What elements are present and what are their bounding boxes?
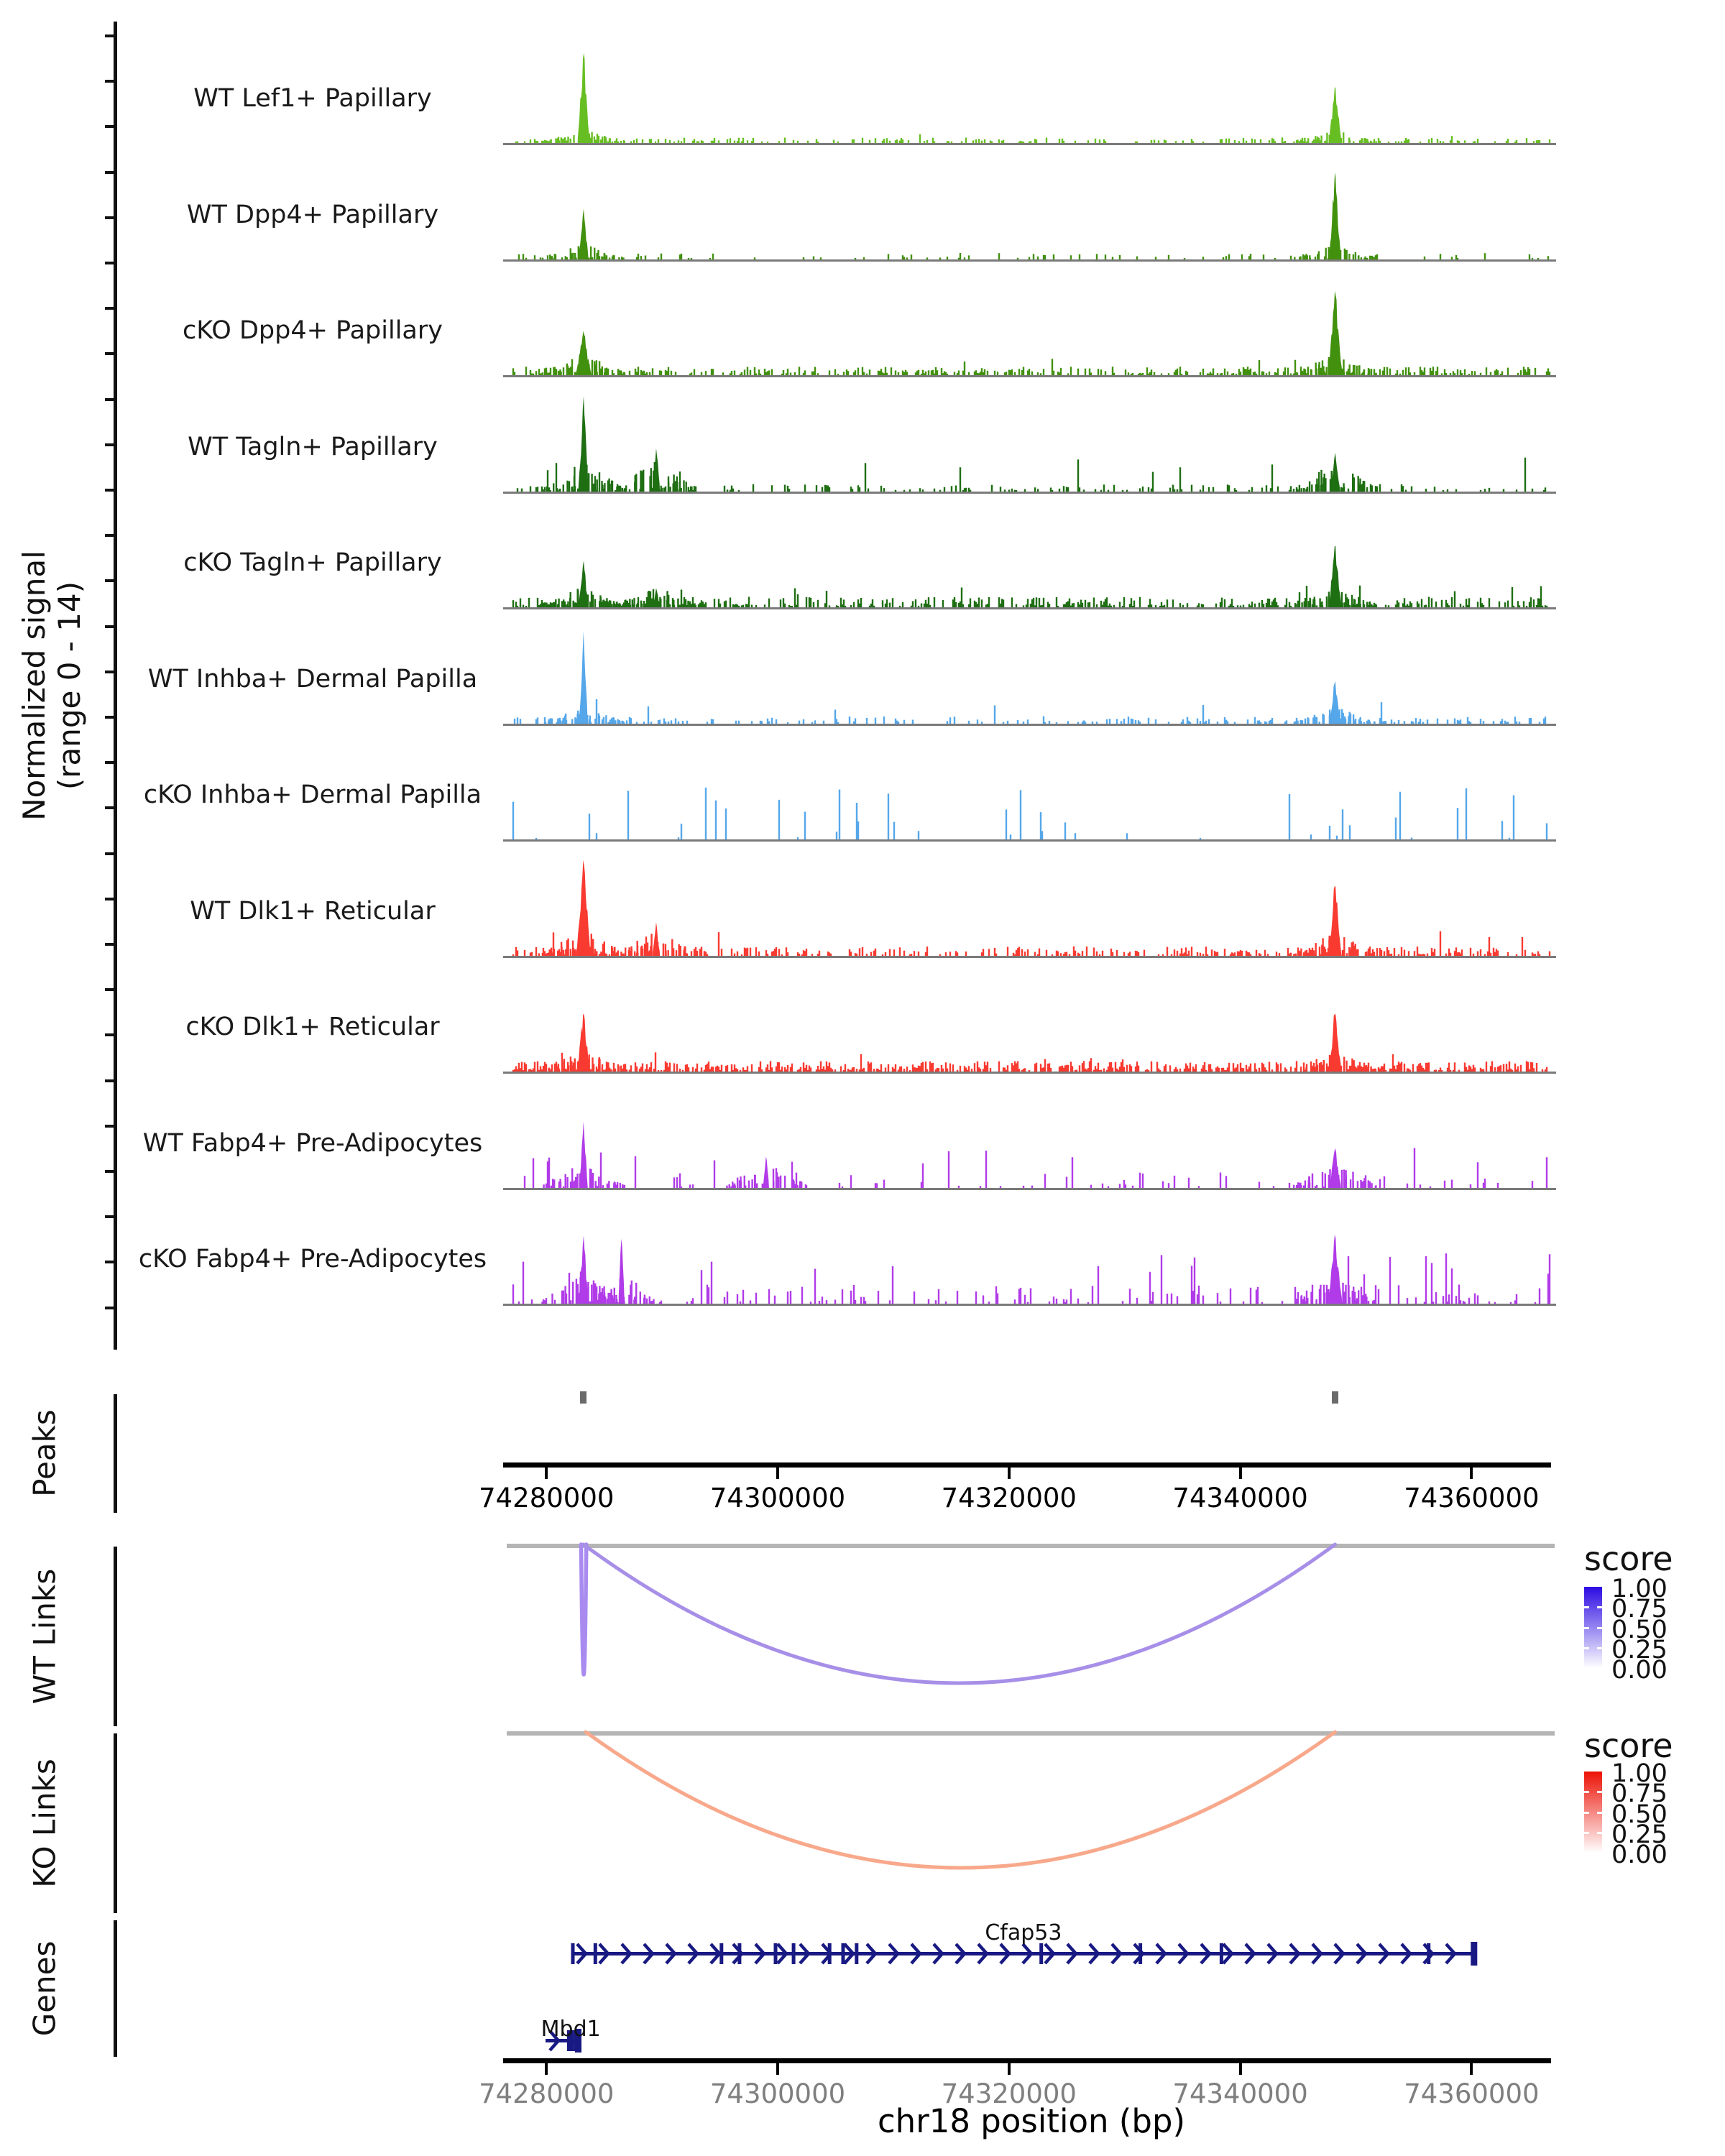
link-arc [581,1544,586,1674]
signal-noise [516,130,1550,143]
signal-track-label: WT Lef1+ Papillary [193,84,432,113]
y-axis-tick [105,1307,114,1309]
y-axis-tick [105,1215,114,1218]
signal-track-label: cKO Fabp4+ Pre-Adipocytes [138,1245,487,1273]
y-axis-title-line2: (range 0 - 14) [52,581,87,791]
score-legend-tick-label: 0.50 [1611,1615,1668,1644]
signal-track-label: WT Dlk1+ Reticular [190,897,436,926]
signal-track-plot [512,733,1552,842]
signal-main-peaks [579,631,1341,724]
score-legend-tickmark [1597,1812,1602,1814]
signal-noise [513,788,1547,839]
score-legend-tickmark [1597,1627,1602,1629]
genomic-axis-tick [776,1468,779,1479]
gene-exon [828,1943,832,1964]
genomic-axis-tick-label: 74340000 [1172,1483,1308,1514]
signal-main-peaks [577,1014,1342,1072]
genomic-axis-tick-label: 74320000 [941,1483,1077,1514]
link-arc [584,1544,1335,1683]
y-axis-tick [105,80,114,83]
score-legend-tick-label: 0.25 [1611,1635,1668,1664]
signal-noise [513,1253,1550,1304]
gene-exon [1427,1943,1430,1964]
gene-exon [792,1943,796,1964]
genomic-axis-tick [545,1468,548,1479]
signal-track-label: WT Dpp4+ Papillary [186,201,439,229]
signal-track-label: cKO Dpp4+ Papillary [183,316,443,345]
genomic-axis-tick-label: 74300000 [709,1483,846,1514]
genomic-axis-tick [1008,2063,1011,2075]
signal-track-baseline [503,143,1556,145]
signal-track-plot [512,617,1552,727]
signal-noise [518,458,1545,492]
signal-track-plot [512,269,1552,378]
score-legend-tickmark [1597,1832,1602,1834]
signal-track-plot [512,37,1552,146]
y-axis-tick [105,34,114,37]
score-legend-tickmark [1597,1606,1602,1608]
signal-noise [513,586,1547,607]
gene-exon [720,1943,724,1964]
y-axis-tick [105,262,114,264]
score-legend-tickmark [1584,1812,1589,1814]
y-axis-tick [105,534,114,537]
genomic-axis-tick [1470,2063,1473,2075]
peaks-track-label: Peaks [27,1409,63,1497]
y-axis-tick [105,943,114,946]
signal-main-peaks [579,172,1341,259]
y-axis-tick [105,489,114,492]
genomic-axis-tick [1239,2063,1242,2075]
signal-noise [513,1052,1547,1072]
genomic-axis-line [503,2058,1551,2063]
y-axis-tick [105,1125,114,1128]
genomic-axis-tick [1239,1468,1242,1479]
wt-links-track-label: WT Links [27,1568,63,1705]
signal-main-peaks [579,1235,1343,1304]
signal-main-peaks [578,53,1342,143]
gene-exon [842,1943,845,1964]
gene-exon [738,1943,742,1964]
genomic-axis-tick-label: 74340000 [1172,2078,1308,2109]
signal-main-peaks [579,396,1340,492]
signal-main-peaks [576,860,1342,956]
gene-exon [1039,1943,1043,1964]
signal-main-peaks [576,291,1343,375]
y-axis-tick [105,761,114,764]
gene-exon [594,1943,597,1964]
y-axis-tick [105,988,114,991]
ko-links-axis-line [114,1733,117,1913]
called-peak-mark [580,1391,586,1404]
y-axis-tick [105,398,114,401]
signal-noise [519,246,1548,259]
genomic-axis-tick-label: 74360000 [1404,2078,1540,2109]
signal-track-plot [512,1082,1552,1191]
genes-axis-line [114,1920,117,2057]
signal-track-baseline [503,724,1556,726]
genomic-axis-tick [545,2063,548,2075]
signal-track-baseline [503,956,1556,958]
signal-track-baseline [503,1072,1556,1074]
gene-exon [1220,1943,1223,1964]
score-legend-tickmark [1584,1627,1589,1629]
signal-track-baseline [503,1304,1556,1306]
y-axis-tick [105,1079,114,1082]
signal-track-baseline [503,839,1556,842]
score-legend-tickmark [1597,1647,1602,1649]
score-legend-tick-label: 0.00 [1611,1841,1668,1869]
gene-exon [1138,1943,1142,1964]
signal-track-plot [512,501,1552,610]
signal-noise [515,699,1545,724]
y-axis-tick [105,125,114,128]
y-axis-tick [105,716,114,719]
ko-links-track-label: KO Links [27,1759,63,1888]
score-legend-tickmark [1584,1647,1589,1649]
score-legend-tick-label: 0.50 [1611,1800,1668,1829]
signal-track-baseline [503,607,1556,609]
signal-track-label: cKO Dlk1+ Reticular [185,1013,440,1041]
signal-noise [525,1148,1547,1188]
gene-end-block [1471,1942,1478,1966]
score-legend-title: score [1584,1539,1673,1578]
signal-track-baseline [503,375,1556,377]
genomic-axis-tick-label: 74320000 [941,2078,1077,2109]
wt-links-axis-line [114,1547,117,1726]
genomic-axis-tick [1470,1468,1473,1479]
signal-track-label: cKO Inhba+ Dermal Papilla [143,780,482,809]
peaks-axis-line [114,1394,117,1513]
signal-track-label: WT Inhba+ Dermal Papilla [147,665,478,694]
gene-name-label: Cfap53 [985,1920,1062,1945]
link-arc [586,1732,1335,1868]
score-legend-title: score [1584,1726,1673,1765]
gene-exon [855,1943,859,1964]
y-axis-title-line1: Normalized signal [17,550,52,821]
score-legend-tickmark [1584,1832,1589,1834]
genes-track-label: Genes [27,1940,63,2037]
signal-noise [513,354,1550,375]
signal-track-plot [512,385,1552,494]
ko-links-arcs [503,1729,1560,1923]
y-axis-tick [105,579,114,582]
score-legend-tickmark [1597,1791,1602,1793]
genomic-axis-tick-label: 74360000 [1404,1483,1540,1514]
signal-track-label: WT Fabp4+ Pre-Adipocytes [142,1129,483,1158]
signal-track-baseline [503,259,1556,262]
signal-track-plot [512,153,1552,262]
signal-track-plot [512,1197,1552,1307]
score-legend-tick-label: 0.75 [1611,1595,1668,1624]
gene-exon [571,1943,575,1964]
genomic-axis-tick [1008,1468,1011,1479]
signal-track-baseline [503,492,1556,494]
y-axis-tick [105,1170,114,1173]
signal-track-plot [512,965,1552,1074]
signal-track-label: cKO Tagln+ Papillary [183,548,442,577]
genomic-axis-tick-label: 74300000 [709,2078,846,2109]
genomic-axis-tick-label: 74280000 [479,1483,615,1514]
signal-track-label: WT Tagln+ Papillary [188,433,438,461]
gene-line [573,1952,1473,1955]
called-peak-mark [1332,1391,1338,1404]
y-axis-tick [105,625,114,628]
y-axis-tick [105,352,114,355]
signal-track-baseline [503,1188,1556,1190]
signal-track-plot [512,849,1552,959]
score-legend-tickmark [1584,1606,1589,1608]
signal-noise [513,931,1550,956]
score-legend-tickmark [1584,1791,1589,1793]
y-axis-tick [105,852,114,855]
genomic-axis-tick-label: 74280000 [479,2078,615,2109]
genomic-axis-tick [776,2063,779,2075]
genomic-axis-line [503,1462,1551,1468]
gene-name-label: Mbd1 [540,2017,601,2042]
score-legend-tick-label: 1.00 [1611,1759,1668,1788]
gene-exon [774,1943,778,1964]
score-legend-tick-label: 0.25 [1611,1820,1668,1849]
x-axis-title: chr18 position (bp) [877,2102,1186,2140]
score-legend-tick-label: 0.00 [1611,1656,1668,1685]
score-legend-tick-label: 0.75 [1611,1779,1668,1809]
y-axis-tick [105,171,114,174]
wt-links-arcs [503,1542,1560,1736]
y-axis-tick [105,307,114,310]
score-legend-tick-label: 1.00 [1611,1575,1668,1603]
